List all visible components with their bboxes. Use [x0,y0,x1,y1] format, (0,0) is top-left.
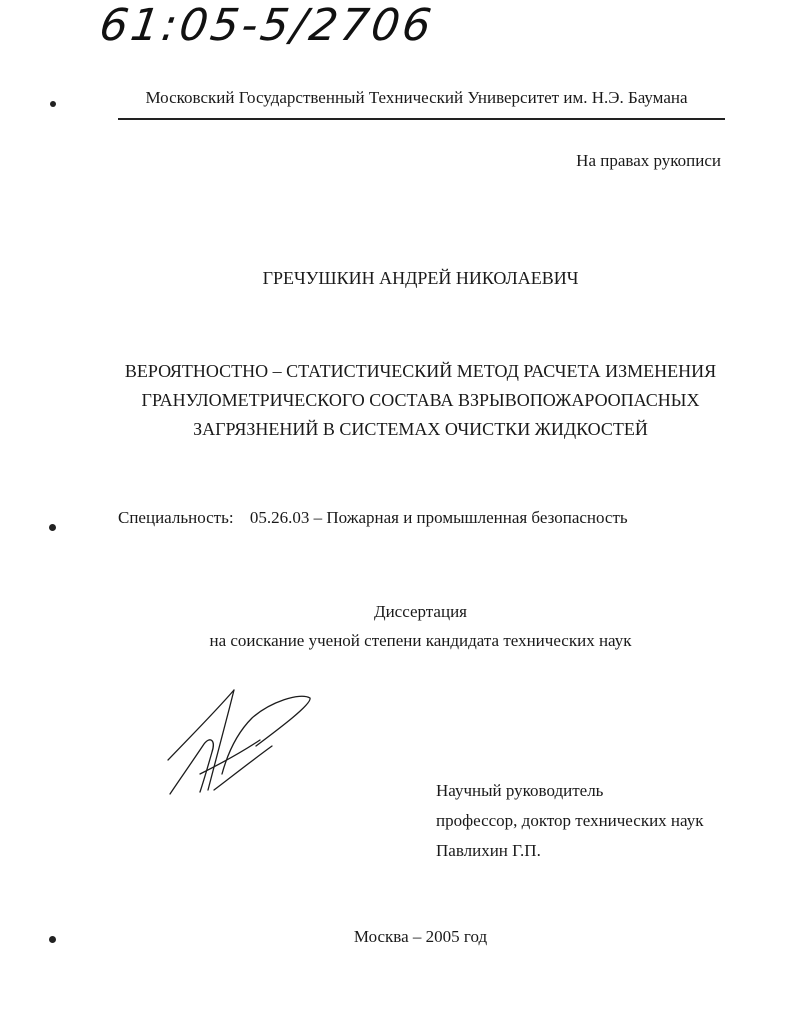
specialty-name: – Пожарная и промышленная безопасность [313,508,628,527]
supervisor-name: Павлихин Г.П. [436,841,541,860]
degree-line: на соискание ученой степени кандидата технических наук [209,631,632,650]
specialty-label: Специальность: [118,508,234,527]
title-line: ЗАГРЯЗНЕНИЙ В СИСТЕМАХ ОЧИСТКИ ЖИДКОСТЕЙ [193,419,648,439]
supervisor-title: профессор, доктор технических наук [436,811,704,830]
header-divider [118,118,725,120]
author-name: ГРЕЧУШКИН АНДРЕЙ НИКОЛАЕВИЧ [262,268,579,288]
title-line: ВЕРОЯТНОСТНО – СТАТИСТИЧЕСКИЙ МЕТОД РАСЧЕТА ИЗМЕНЕНИЯ [124,361,717,381]
dissertation-block [0,597,793,655]
city-year: Москва – 2005 год [353,927,488,946]
handwritten-catalog-number: 61:05-5/2706 [96,0,438,51]
specialty-code: 05.26.03 [249,508,310,527]
signature [160,682,320,802]
specialty-line [118,508,628,528]
supervisor-role: Научный руководитель [436,781,604,800]
margin-mark [49,524,56,531]
rights-notice: На правах рукописи [576,151,721,170]
dissertation-title [0,357,793,444]
university-name: Московский Государственный Технический Университет им. Н.Э. Баумана [145,88,688,107]
dissertation-label: Диссертация [373,602,467,621]
supervisor-block [436,776,703,866]
title-line: ГРАНУЛОМЕТРИЧЕСКОГО СОСТАВА ВЗРЫВОПОЖАРООПАСНЫХ [141,390,700,410]
